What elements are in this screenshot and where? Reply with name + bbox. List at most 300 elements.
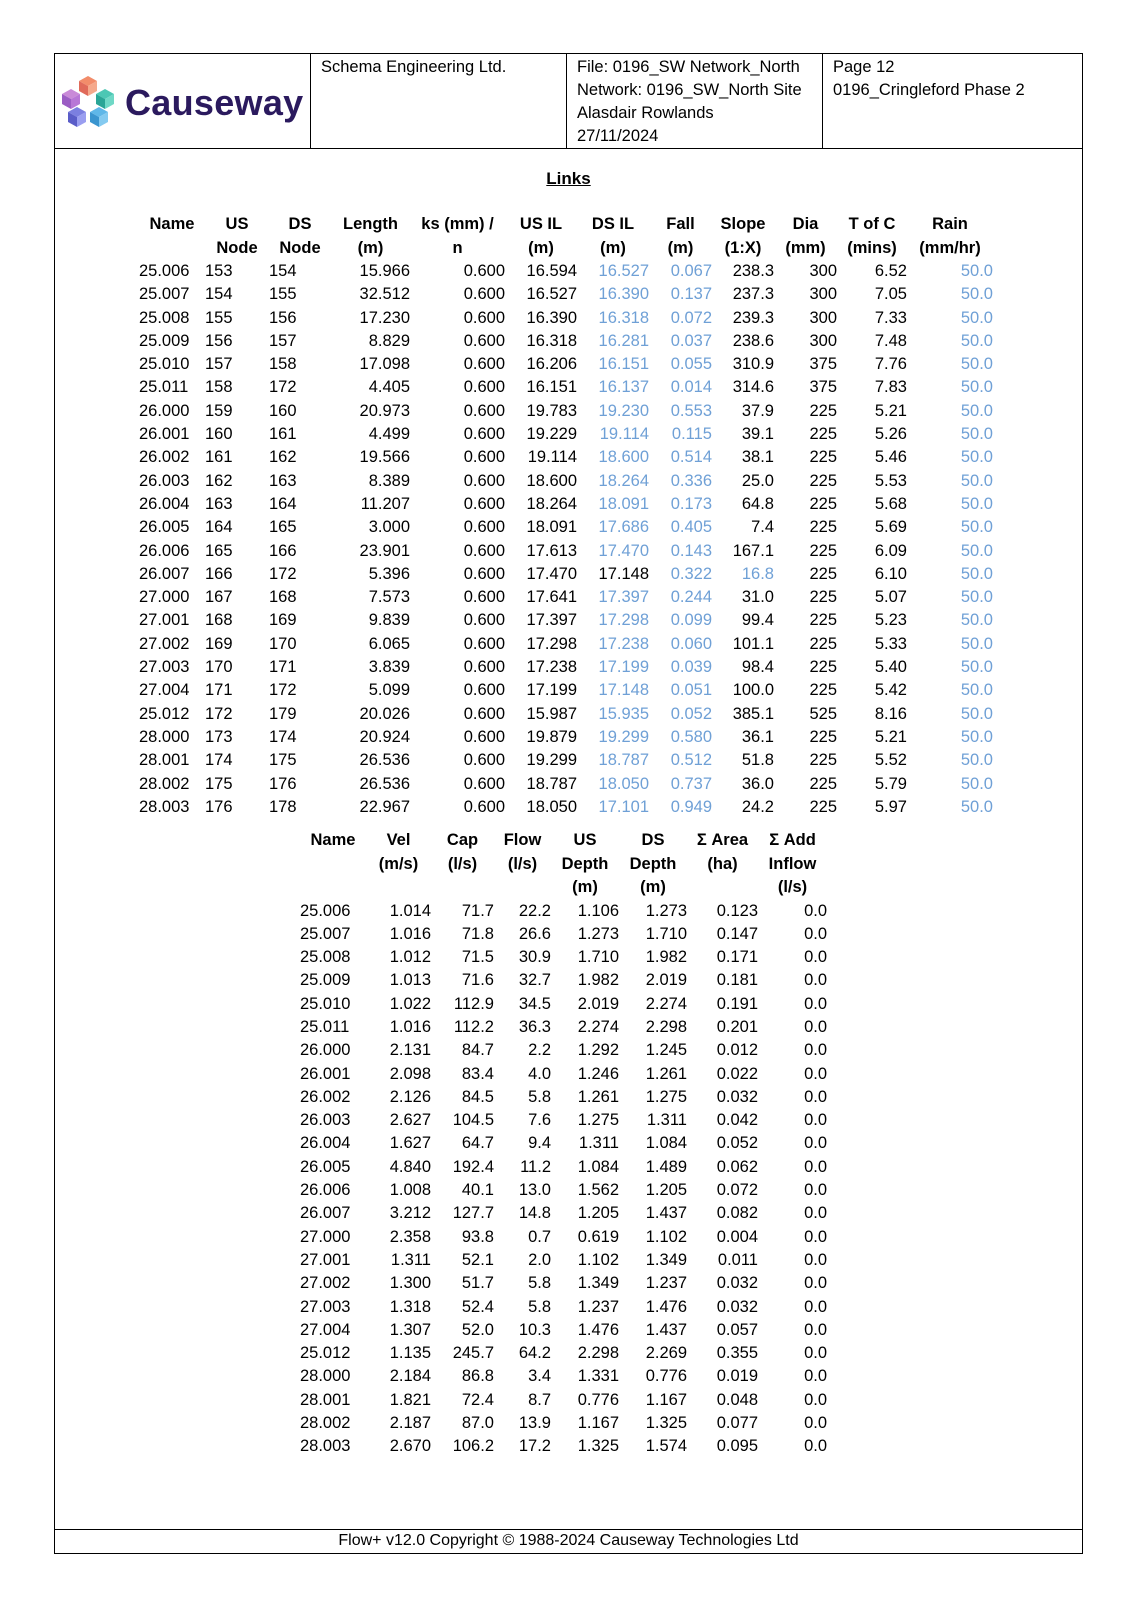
table-cell: 153 [205,262,233,280]
table-cell: 50.0 [960,564,993,583]
table-row [139,796,993,819]
table-row [139,540,993,563]
table-cell: 0.600 [463,611,505,630]
table-cell: 16.151 [598,355,649,374]
table-cell: 2.126 [389,1087,431,1106]
column-header-line: (mm/hr) [919,238,981,257]
table-cell: 100.0 [732,681,774,700]
table-cell: 17.470 [526,564,577,583]
table-row [139,446,993,469]
table-cell: 16.390 [526,308,577,327]
table-row [300,1016,827,1039]
column-header-line: Slope [720,215,766,233]
report-date: 27/11/2024 [577,127,659,145]
table-cell: 40.1 [461,1181,494,1200]
table-cell: 32.7 [518,971,551,990]
table-cell: 7.33 [874,308,907,327]
table-cell: 0.355 [716,1344,758,1363]
table-cell: 0.171 [716,948,758,967]
column-header-line [687,876,758,900]
table-row [300,1412,827,1435]
table-cell: 172 [269,681,297,700]
table-cell: 71.6 [461,971,494,990]
column-header-line: (ha) [707,854,738,873]
table-row [139,376,993,399]
table-cell: 0.600 [463,471,505,490]
table-cell: 0.039 [670,658,712,677]
table-cell: 11.2 [520,1157,551,1176]
table-cell: 93.8 [461,1227,494,1246]
table-cell: 1.325 [577,1437,619,1456]
table-row [300,923,827,946]
column-header-line [300,876,366,900]
table-cell: 17.298 [526,634,577,653]
table-cell: 0.0 [804,1041,827,1060]
file-info-cell [567,54,823,148]
column-header-line: (m) [357,238,384,257]
column-header-line: Vel [386,831,411,849]
table-cell: 18.264 [526,494,577,513]
network-name: Network: 0196_SW_North Site [577,81,802,99]
table-cell: 25.011 [300,1017,350,1036]
table-cell: 27.002 [300,1274,351,1293]
table-row [300,946,827,969]
table-cell: 2.187 [389,1414,431,1433]
table-cell: 1.349 [577,1274,619,1293]
column-header-line: Length [343,215,398,233]
column-header-line: (mins) [847,238,897,257]
table-cell: 1.476 [645,1297,687,1316]
table-row [300,1296,827,1319]
table-cell: 112.9 [453,994,494,1013]
table-cell: 9.4 [528,1134,551,1153]
column-header-line: (m/s) [378,854,419,873]
column-header [494,829,551,900]
table-cell: 7.4 [751,518,774,537]
table-cell: 36.1 [741,727,774,746]
table-cell: 26.002 [300,1087,351,1106]
table-cell: 25.009 [300,971,351,990]
table-cell: 1.205 [645,1181,687,1200]
table-cell: 1.275 [577,1111,619,1130]
table-row [300,1109,827,1132]
table-cell: 17.613 [526,541,577,560]
table-cell: 50.0 [960,425,993,444]
table-cell: 32.512 [359,285,410,304]
column-header [551,829,619,900]
table-cell: 168 [205,611,233,630]
column-header-line: Name [149,215,195,233]
table-cell: 0.0 [804,1250,827,1269]
table-cell: 225 [809,634,837,653]
table-cell: 36.0 [741,774,774,793]
table-cell: 99.4 [741,611,774,630]
table-cell: 5.21 [874,401,907,420]
table-cell: 38.1 [741,448,774,467]
table-cell: 1.261 [645,1064,687,1083]
table-row [300,1365,827,1388]
column-header-line: n [452,238,463,257]
table-cell: 239.3 [732,308,774,327]
table-cell: 13.0 [518,1181,551,1200]
table-cell: 3.4 [528,1367,551,1386]
table-cell: 160 [205,425,233,444]
table-cell: 20.973 [359,401,410,420]
table-cell: 27.003 [139,658,190,677]
table-cell: 225 [809,564,837,583]
table-cell: 162 [269,448,297,467]
table-row [139,423,993,446]
table-cell: 225 [809,681,837,700]
table-cell: 0.600 [463,681,505,700]
table-cell: 84.7 [461,1041,494,1060]
copyright-footer: Flow+ v12.0 Copyright © 1988-2024 Causeway Technologies Ltd [55,1529,1082,1553]
table-cell: 4.405 [368,378,410,397]
column-header-line: (mm) [785,238,826,257]
table-cell: 27.001 [300,1250,351,1269]
table-cell: 0.042 [716,1111,758,1130]
table-cell: 1.300 [389,1274,431,1293]
table-row [139,353,993,376]
table-row [300,1435,827,1458]
table-cell: 50.0 [960,681,993,700]
table-cell: 28.001 [139,751,190,770]
table-cell: 2.298 [577,1344,619,1363]
table-cell: 4.499 [368,425,410,444]
table-cell: 174 [269,727,297,746]
table-cell: 0.032 [716,1274,758,1293]
table-cell: 17.230 [359,308,410,327]
table-cell: 17.397 [598,588,649,607]
column-header [331,213,410,260]
table-cell: 0.0 [804,1111,827,1130]
table-cell: 17.238 [598,634,649,653]
column-header-line: DS [288,215,312,233]
table-cell: 0.0 [804,1437,827,1456]
column-header-line: DS [641,831,665,849]
table-cell: 225 [809,588,837,607]
table-cell: 225 [809,448,837,467]
table-cell: 156 [269,308,297,327]
author-name: Alasdair Rowlands [577,104,714,122]
table-cell: 0.052 [716,1134,758,1153]
column-header-line: (l/s) [447,854,478,873]
table-cell: 17.470 [598,541,649,560]
table-cell: 28.001 [300,1390,351,1409]
column-header [837,213,907,260]
table-cell: 2.298 [645,1017,687,1036]
column-header-line: (m) [667,238,694,257]
table-row [300,993,827,1016]
column-header [431,829,494,900]
table-cell: 5.40 [874,658,907,677]
table-cell: 0.062 [716,1157,758,1176]
table-cell: 50.0 [960,355,993,374]
table-row [300,969,827,992]
table-cell: 18.091 [598,494,649,513]
table-cell: 5.46 [874,448,907,467]
brand-name: Causeway [125,81,304,123]
table-cell: 4.840 [389,1157,431,1176]
table-cell: 86.8 [461,1367,494,1386]
table-cell: 16.8 [741,564,774,583]
column-header [907,213,993,260]
column-header [758,829,827,900]
table-cell: 2.358 [389,1227,431,1246]
table-cell: 17.397 [526,611,577,630]
table-cell: 0.0 [804,971,827,990]
table-cell: 0.173 [670,494,712,513]
table-cell: 172 [269,564,297,583]
column-header-line: Flow [503,831,542,849]
table-cell: 170 [269,634,297,653]
table-cell: 0.0 [804,1320,827,1339]
table-cell: 225 [809,401,837,420]
table-cell: 0.0 [804,1157,827,1176]
table-cell: 0.060 [670,634,712,653]
table-cell: 1.016 [389,924,431,943]
table-row [139,679,993,702]
table-cell: 17.238 [526,658,577,677]
table-cell: 0.0 [804,901,827,920]
table-cell: 0.0 [804,1297,827,1316]
table-cell: 0.0 [804,1390,827,1409]
table-cell: 167.1 [732,541,774,560]
table-row [300,1202,827,1225]
table-cell: 1.311 [578,1134,619,1153]
table-cell: 26.536 [359,774,410,793]
table-cell: 15.966 [359,262,410,280]
table-cell: 225 [809,471,837,490]
table-cell: 19.229 [526,425,577,444]
flow-header-row [300,829,827,900]
table-cell: 11.207 [360,494,410,513]
table-cell: 1.710 [577,948,619,967]
table-cell: 20.026 [359,704,410,723]
table-cell: 0.004 [716,1227,758,1246]
table-cell: 18.091 [526,518,577,537]
table-cell: 225 [809,658,837,677]
table-cell: 1.084 [645,1134,687,1153]
table-cell: 27.000 [300,1227,351,1246]
table-cell: 166 [269,541,297,560]
table-cell: 26.007 [300,1204,351,1223]
table-cell: 19.783 [526,401,577,420]
table-cell: 19.114 [527,448,577,467]
table-cell: 0.123 [716,901,758,920]
table-cell: 1.261 [577,1087,619,1106]
table-row [300,1342,827,1365]
table-row [139,260,993,283]
table-cell: 225 [809,727,837,746]
table-cell: 1.012 [389,948,431,967]
table-cell: 8.829 [368,331,410,350]
table-cell: 0.776 [645,1367,687,1386]
table-row [139,470,993,493]
table-cell: 161 [205,448,233,467]
table-cell: 101.1 [732,634,774,653]
table-cell: 6.52 [874,262,907,280]
table-cell: 5.8 [528,1087,551,1106]
table-cell: 52.4 [461,1297,494,1316]
table-cell: 1.205 [577,1204,619,1223]
table-row [139,633,993,656]
table-cell: 1.982 [577,971,619,990]
causeway-cubes-icon [59,74,117,130]
table-cell: 0.0 [804,948,827,967]
table-cell: 168 [269,588,297,607]
table-cell: 165 [205,541,233,560]
table-cell: 178 [269,797,297,816]
table-cell: 0.143 [670,541,712,560]
table-cell: 179 [269,704,297,723]
table-cell: 50.0 [960,378,993,397]
table-row [300,1272,827,1295]
table-cell: 154 [269,262,297,280]
table-cell: 28.002 [300,1414,351,1433]
column-header [649,213,712,260]
table-cell: 163 [269,471,297,490]
table-cell: 225 [809,541,837,560]
table-cell: 6.065 [368,634,410,653]
column-header-line: Node [279,238,321,257]
table-cell: 0.115 [671,425,712,444]
table-cell: 26.003 [300,1111,351,1130]
table-cell: 1.292 [577,1041,619,1060]
table-cell: 1.307 [389,1320,431,1339]
table-cell: 1.273 [645,901,687,920]
table-cell: 0.072 [716,1181,758,1200]
table-cell: 5.8 [528,1274,551,1293]
table-cell: 0.147 [716,924,758,943]
table-cell: 1.574 [645,1437,687,1456]
table-row [139,330,993,353]
table-cell: 15.987 [526,704,577,723]
table-cell: 17.101 [598,797,649,816]
table-cell: 19.299 [598,727,649,746]
table-cell: 1.014 [389,901,431,920]
table-cell: 10.3 [518,1320,551,1339]
table-cell: 50.0 [960,541,993,560]
table-cell: 300 [809,308,837,327]
table-cell: 50.0 [960,588,993,607]
table-cell: 64.2 [518,1344,551,1363]
table-cell: 0.048 [716,1390,758,1409]
column-header-line: Rain [932,215,968,233]
table-cell: 314.6 [732,378,774,397]
table-row [300,1226,827,1249]
table-cell: 2.627 [389,1111,431,1130]
table-cell: 1.562 [577,1181,619,1200]
table-cell: 165 [269,518,297,537]
table-cell: 1.982 [645,948,687,967]
table-cell: 87.0 [461,1414,494,1433]
table-cell: 26.001 [300,1064,351,1083]
table-cell: 37.9 [741,401,774,420]
table-cell: 28.003 [300,1437,351,1456]
table-cell: 19.879 [526,727,577,746]
column-header-line: (m) [600,238,626,257]
table-cell: 18.050 [598,774,649,793]
table-cell: 1.135 [389,1344,431,1363]
table-cell: 0.7 [528,1227,551,1246]
table-cell: 166 [205,564,233,583]
column-header-line: Depth [561,854,609,873]
table-cell: 51.8 [741,751,774,770]
table-cell: 0.022 [716,1064,758,1083]
table-cell: 0.077 [716,1414,758,1433]
column-header-line: (m) [572,878,598,896]
column-header-line [300,853,366,877]
table-cell: 71.7 [461,901,494,920]
table-cell: 0.600 [463,494,505,513]
table-cell: 2.269 [645,1344,687,1363]
table-row [139,493,993,516]
table-cell: 27.002 [139,634,190,653]
table-cell: 385.1 [732,704,774,723]
column-header [712,213,774,260]
column-header [505,213,577,260]
table-cell: 1.275 [645,1087,687,1106]
table-cell: 25.008 [139,308,190,327]
table-cell: 159 [205,401,233,420]
table-cell: 5.42 [874,681,907,700]
table-cell: 64.8 [741,494,774,513]
table-cell: 0.600 [463,704,505,723]
table-cell: 176 [269,774,297,793]
table-cell: 14.8 [518,1204,551,1223]
flow-table [300,829,827,1459]
table-cell: 5.33 [874,634,907,653]
table-cell: 50.0 [960,262,993,280]
table-cell: 0.037 [670,331,712,350]
table-cell: 154 [205,285,233,304]
table-cell: 1.821 [389,1390,431,1409]
table-cell: 525 [809,704,837,723]
column-header-line [139,237,205,261]
table-cell: 17.148 [598,564,649,583]
column-header-line: Σ Area [696,831,749,849]
table-cell: 5.69 [874,518,907,537]
table-cell: 26.005 [300,1157,351,1176]
table-cell: 175 [269,751,297,770]
table-cell: 157 [269,331,297,350]
column-header [410,213,505,260]
table-cell: 5.68 [874,494,907,513]
company-cell [311,54,567,148]
table-cell: 300 [809,285,837,304]
table-cell: 17.199 [526,681,577,700]
table-cell: 5.21 [874,727,907,746]
table-cell: 26.001 [139,425,190,444]
table-cell: 106.2 [452,1437,494,1456]
table-cell: 162 [205,471,233,490]
table-cell: 375 [809,378,837,397]
table-cell: 0.072 [670,308,712,327]
table-cell: 1.318 [389,1297,431,1316]
table-cell: 2.019 [577,994,619,1013]
table-row [139,283,993,306]
table-row [139,749,993,772]
table-cell: 50.0 [960,494,993,513]
column-header-line: Fall [666,215,695,233]
column-header [139,213,205,260]
column-header [619,829,687,900]
table-cell: 1.437 [645,1204,687,1223]
table-cell: 0.0 [804,994,827,1013]
table-cell: 30.9 [518,948,551,967]
table-row [139,586,993,609]
